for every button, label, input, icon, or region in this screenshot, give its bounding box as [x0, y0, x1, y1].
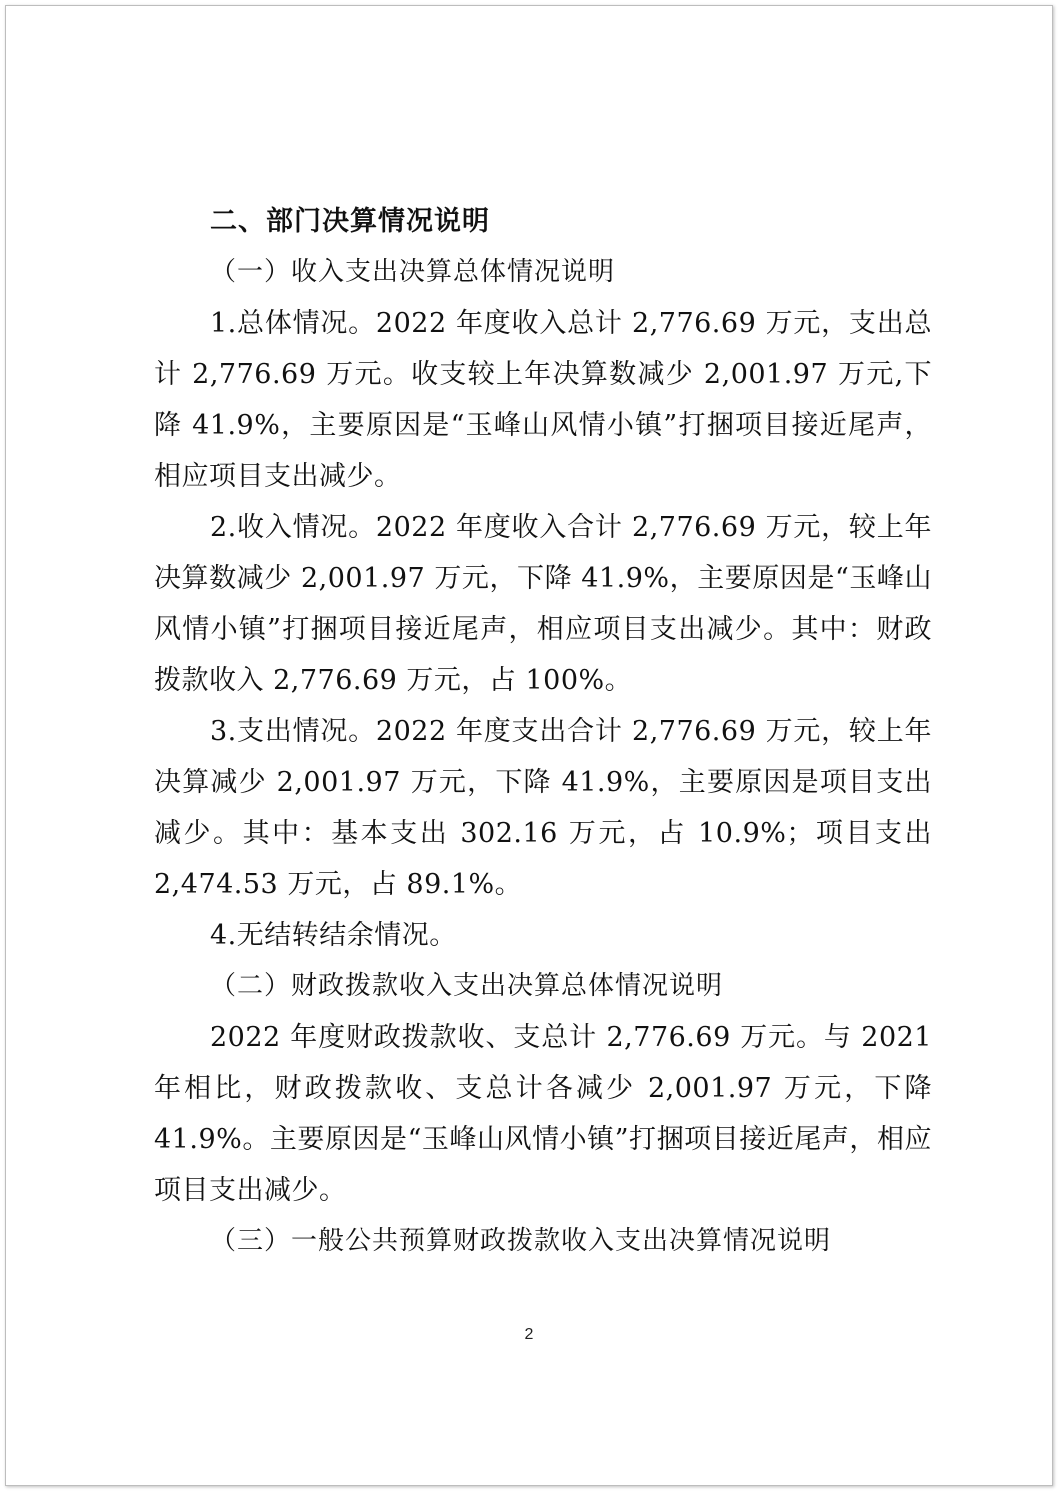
- paragraph-overall: 1.总体情况。2022 年度收入总计 2,776.69 万元，支出总计 2,776.69 万元。收支较上年决算数减少 2,001.97 万元,下降 41.9%，主要原因是“玉峰山风情小镇”打捆项目接近尾声，相应项目支出减少。: [154, 308, 932, 492]
- section-3-title: （三）一般公共预算财政拨款收入支出决算情况说明: [210, 1226, 832, 1256]
- paragraph-expenditure: 3.支出情况。2022 年度支出合计 2,776.69 万元，较上年决算减少 2,001.97 万元，下降 41.9%，主要原因是项目支出减少。其中：基本支出 302.16 万元，占 10.9%；项目支出 2,474.53 万元，占 89.1%。: [154, 716, 932, 900]
- document-body: [154, 196, 932, 1267]
- paragraph-fiscal-total: 2022 年度财政拨款收、支总计 2,776.69 万元。与 2021 年相比，财政拨款收、支总计各减少 2,001.97 万元，下降 41.9%。主要原因是“玉峰山风情小镇”打捆项目接近尾声，相应项目支出减少。: [154, 1022, 932, 1206]
- section-1-title: （一）收入支出决算总体情况说明: [210, 257, 616, 287]
- paragraph-carryover: 4.无结转结余情况。: [210, 920, 457, 951]
- paragraph-income: 2.收入情况。2022 年度收入合计 2,776.69 万元，较上年决算数减少 2,001.97 万元，下降 41.9%，主要原因是“玉峰山风情小镇”打捆项目接近尾声，相应项目支出减少。其中：财政拨款收入 2,776.69 万元，占 100%。: [154, 512, 932, 696]
- page-number: 2: [524, 1326, 534, 1343]
- section-2-title: （二）财政拨款收入支出决算总体情况说明: [210, 971, 724, 1001]
- document-page: [5, 5, 1053, 1486]
- main-heading: 二、部门决算情况说明: [210, 206, 490, 237]
